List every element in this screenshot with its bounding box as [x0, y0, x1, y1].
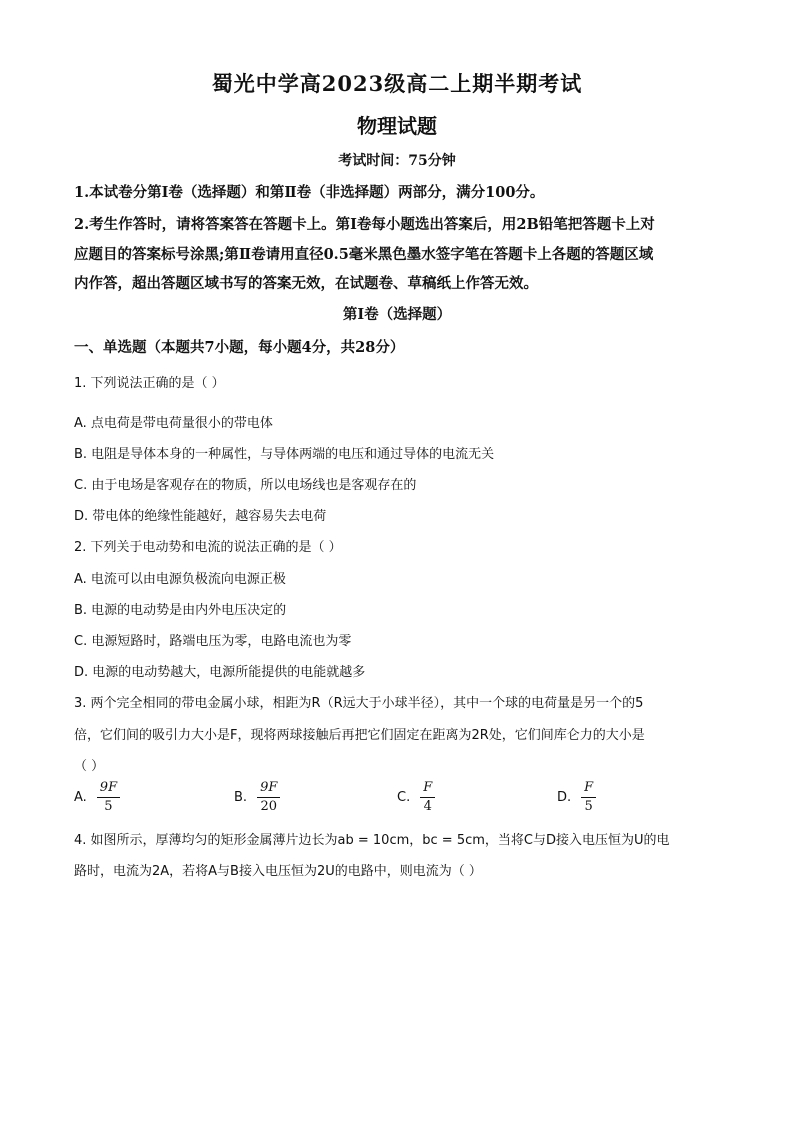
option-label: B. [234, 790, 248, 805]
question-1-stem: 1. 下列说法正确的是（ ） [74, 376, 225, 391]
instruction-line-3: 应题目的答案标号涂黑;第Ⅱ卷请用直径0.5毫米黑色墨水签字笔在答题卡上各题的答题区域 [74, 246, 654, 263]
question-2-option-a: A. 电流可以由电源负极流向电源正极 [74, 572, 286, 587]
fraction-denominator: 5 [104, 799, 113, 814]
question-1-option-a: A. 点电荷是带电荷量很小的带电体 [74, 416, 273, 431]
question-3-option-c [397, 779, 435, 816]
question-2-option-b: B. 电源的电动势是由内外电压决定的 [74, 603, 287, 618]
fraction [420, 779, 435, 816]
question-3-line-1: 3. 两个完全相同的带电金属小球，相距为R（R远大于小球半径），其中一个球的电荷量是另一个的5 [74, 696, 644, 711]
fraction-numerator: 9F [97, 779, 120, 798]
section-one-title: 一、单选题（本题共7小题，每小题4分，共28分） [74, 339, 405, 356]
school-exam-title: 蜀光中学高2023级高二上期半期考试 [211, 71, 583, 96]
exam-time: 考试时间：75分钟 [338, 153, 456, 169]
fraction-denominator: 20 [260, 799, 277, 814]
question-3-option-d [557, 779, 596, 816]
question-4-line-2: 路时，电流为2A，若将A与B接入电压恒为2U的电路中，则电流为（ ） [74, 864, 482, 879]
question-1-option-b: B. 电阻是导体本身的一种属性，与导体两端的电压和通过导体的电流无关 [74, 447, 495, 462]
question-1-option-d: D. 带电体的绝缘性能越好，越容易失去电荷 [74, 509, 327, 524]
question-3-line-3: （ ） [74, 759, 105, 774]
question-3-option-a [74, 779, 120, 816]
question-2-stem: 2. 下列关于电动势和电流的说法正确的是（ ） [74, 540, 342, 555]
instruction-line-1: 1.本试卷分第Ⅰ卷（选择题）和第Ⅱ卷（非选择题）两部分，满分100分。 [74, 184, 545, 201]
part-one-title: 第Ⅰ卷（选择题） [342, 306, 452, 323]
fraction-numerator: F [420, 779, 435, 798]
instruction-line-4: 内作答，超出答题区域书写的答案无效，在试题卷、草稿纸上作答无效。 [74, 275, 538, 292]
question-1-option-c: C. 由于电场是客观存在的物质，所以电场线也是客观存在的 [74, 478, 417, 493]
question-2-option-d: D. 电源的电动势越大，电源所能提供的电能就越多 [74, 665, 366, 680]
option-label: D. [557, 790, 572, 805]
subject-title: 物理试题 [357, 114, 437, 138]
fraction [97, 779, 120, 816]
question-4-line-1: 4. 如图所示，厚薄均匀的矩形金属薄片边长为ab = 10cm，bc = 5cm，当将C与D接入电压恒为U的电 [74, 833, 670, 848]
question-2-option-c: C. 电源短路时，路端电压为零，电路电流也为零 [74, 634, 352, 649]
question-3-line-2: 倍，它们间的吸引力大小是F，现将两球接触后再把它们固定在距离为2R处，它们间库仑力的大小是 [74, 728, 645, 743]
fraction-denominator: 5 [584, 799, 593, 814]
fraction-denominator: 4 [423, 799, 432, 814]
instruction-line-2: 2.考生作答时，请将答案答在答题卡上。第Ⅰ卷每小题选出答案后，用2B铅笔把答题卡上对 [74, 216, 655, 233]
fraction-numerator: F [581, 779, 596, 798]
question-3-option-b [234, 779, 280, 816]
fraction [257, 779, 280, 816]
fraction-numerator: 9F [257, 779, 280, 798]
option-label: C. [397, 790, 411, 805]
option-label: A. [74, 790, 87, 805]
fraction [581, 779, 596, 816]
